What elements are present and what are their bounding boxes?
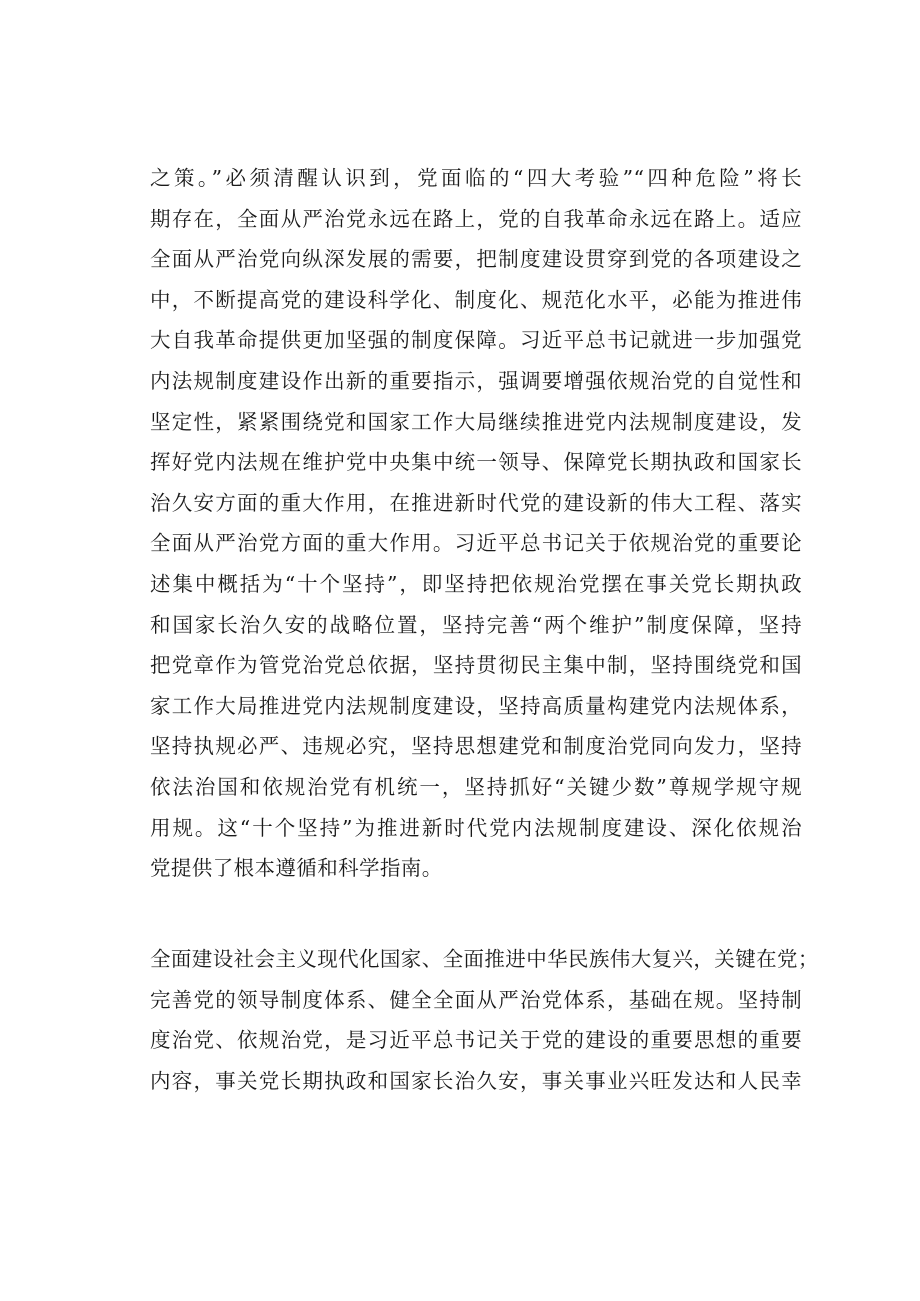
text-line: 依法治国和依规治党有机统一，坚持抓好“关键少数”尊规学规守规 xyxy=(150,774,802,799)
text-line: 中，不断提高党的建设科学化、制度化、规范化水平，必能为推进伟 xyxy=(150,287,802,312)
text-line: 大自我革命提供更加坚强的制度保障。习近平总书记就进一步加强党 xyxy=(150,328,802,353)
text-line: 度治党、依规治党，是习近平总书记关于党的建设的重要思想的重要 xyxy=(150,1028,802,1053)
text-line: 坚定性，紧紧围绕党和国家工作大局继续推进党内法规制度建设，发 xyxy=(150,409,802,434)
text-line: 全面建设社会主义现代化国家、全面推进中华民族伟大复兴，关键在党； xyxy=(150,947,819,971)
paragraph-1 xyxy=(150,158,802,889)
text-line: 党提供了根本遵循和科学指南。 xyxy=(150,856,443,881)
text-line: 把党章作为管党治党总依据，坚持贯彻民主集中制，坚持围绕党和国 xyxy=(150,653,802,678)
text-line: 之策。”必须清醒认识到，党面临的“四大考验”“四种危险”将长 xyxy=(150,166,802,190)
text-line: 坚持执规必严、违规必究，坚持思想建党和制度治党同向发力，坚持 xyxy=(150,734,802,759)
text-line: 期存在，全面从严治党永远在路上，党的自我革命永远在路上。适应 xyxy=(150,206,802,231)
text-line: 全面从严治党向纵深发展的需要，把制度建设贯穿到党的各项建设之 xyxy=(150,247,802,272)
text-line: 和国家长治久安的战略位置，坚持完善“两个维护”制度保障，坚持 xyxy=(150,612,802,637)
text-line: 用规。这“十个坚持”为推进新时代党内法规制度建设、深化依规治 xyxy=(150,815,802,840)
text-line: 治久安方面的重大作用，在推进新时代党的建设新的伟大工程、落实 xyxy=(150,490,802,515)
text-line: 全面从严治党方面的重大作用。习近平总书记关于依规治党的重要论 xyxy=(150,531,802,556)
text-line: 内法规制度建设作出新的重要指示，强调要增强依规治党的自觉性和 xyxy=(150,368,802,393)
paragraph-2 xyxy=(150,939,819,1101)
text-line: 内容，事关党长期执政和国家长治久安，事关事业兴旺发达和人民幸 xyxy=(150,1068,802,1093)
text-line: 完善党的领导制度体系、健全全面从严治党体系，基础在规。坚持制 xyxy=(150,987,802,1012)
text-line: 家工作大局推进党内法规制度建设，坚持高质量构建党内法规体系， xyxy=(150,693,802,718)
text-line: 挥好党内法规在维护党中央集中统一领导、保障党长期执政和国家长 xyxy=(150,450,802,475)
text-line: 述集中概括为“十个坚持”，即坚持把依规治党摆在事关党长期执政 xyxy=(150,571,802,596)
